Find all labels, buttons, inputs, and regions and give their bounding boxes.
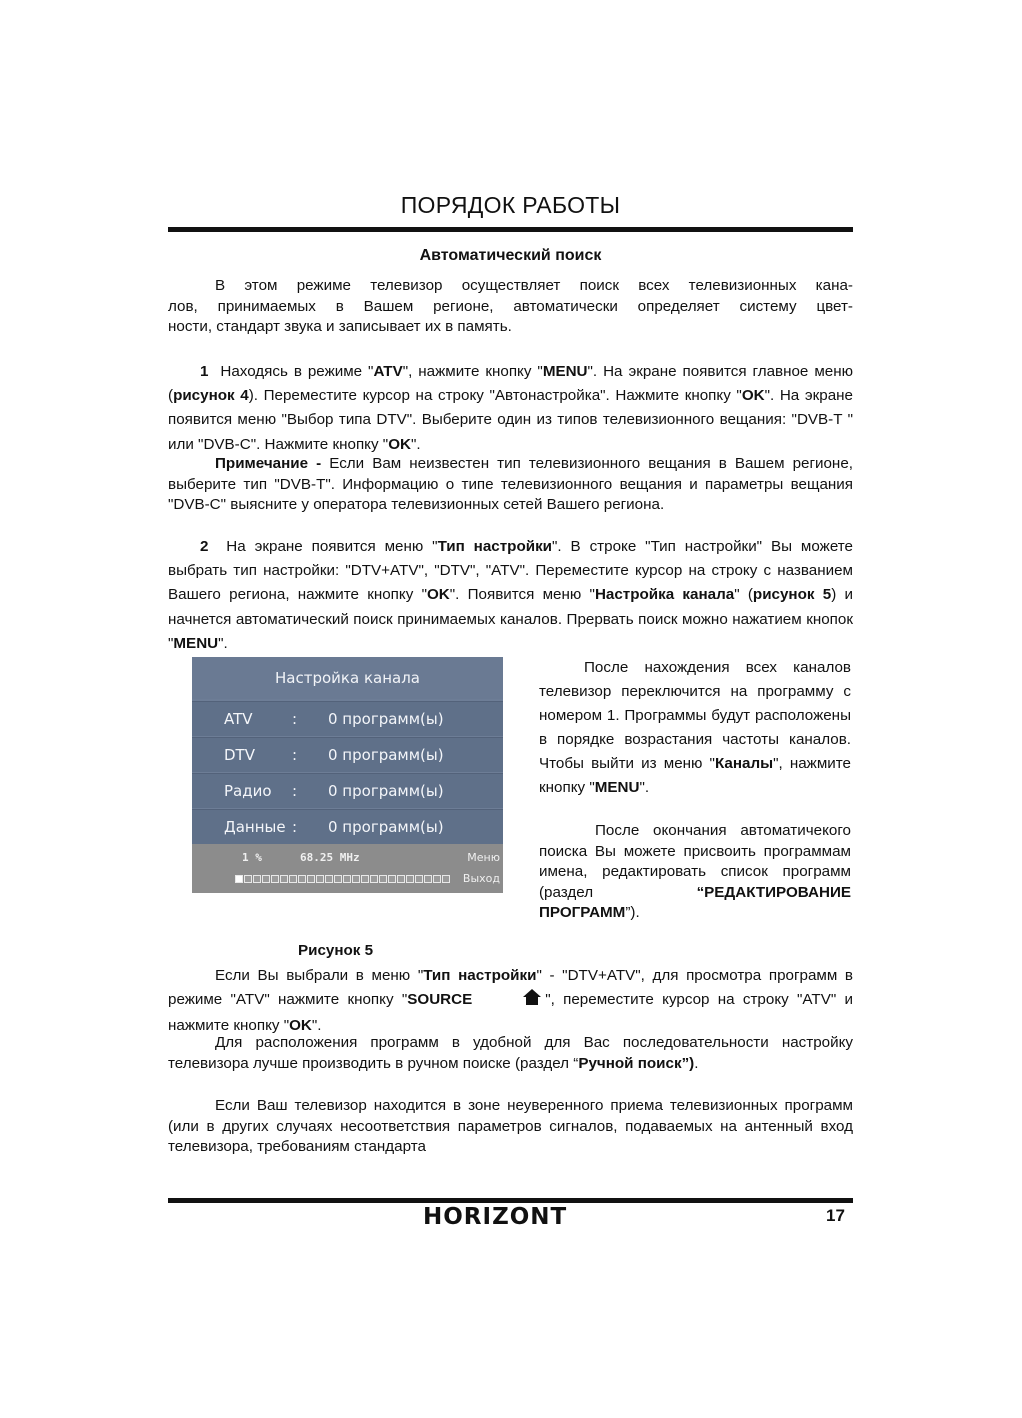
tv-row-dtv: DTV : 0 программ(ы) <box>192 737 503 772</box>
intro-line: В этом режиме телевизор осуществляет поиск всех телевизионных кана- <box>215 277 853 294</box>
tv-status-bar <box>192 844 503 893</box>
progress-segment <box>235 875 243 883</box>
progress-segment <box>433 875 441 883</box>
brand-logo: HORIZONT <box>423 1204 568 1230</box>
home-icon <box>475 988 542 1014</box>
source-paragraph: Если Вы выбрали в меню "Тип настройки" - "DTV+ATV", для просмотра программ в режиме "ATV" нажмите кнопку "SOURCE ", переместите курсор на строку "ATV" и нажмите кнопку "OK". <box>168 967 853 1035</box>
scan-progress-bar <box>235 873 451 886</box>
top-rule <box>168 227 853 232</box>
progress-segment <box>271 875 279 883</box>
tv-row-data: Данные : 0 программ(ы) <box>192 809 503 844</box>
progress-segment <box>325 875 333 883</box>
intro-line: ности, стандарт звука и записывает их в память. <box>168 318 512 335</box>
progress-segment <box>343 875 351 883</box>
section-heading: Автоматический поиск <box>419 247 602 264</box>
progress-segment <box>397 875 405 883</box>
progress-segment <box>442 875 450 883</box>
page-title: ПОРЯДОК РАБОТЫ <box>400 192 621 218</box>
progress-segment <box>388 875 396 883</box>
channel-search-screen <box>192 657 503 893</box>
progress-segment <box>406 875 414 883</box>
progress-segment <box>415 875 423 883</box>
side-paragraph-1: После нахождения всех каналов телевизор переключится на программу с номером 1. Программы будут расположены в порядке возрастания частоты каналов. Чтобы выйти из меню "Каналы", нажмите кнопку "MENU". <box>539 659 851 796</box>
step-1-paragraph: 1 Находясь в режиме "ATV", нажмите кнопку "MENU". На экране появится главное меню (рисунок 4). Переместите курсор на строку "Автонастройка". Нажмите кнопку "OK". На экране появится меню "Выбор типа DTV". Выберите один из типов телевизионного вещания: "DVB-T " или "DVB-C". Нажмите кнопку "OK". <box>168 363 853 453</box>
progress-segment <box>379 875 387 883</box>
step-2-paragraph: 2 На экране появится меню "Тип настройки". В строке "Тип настройки" Вы можете выбрать тип настройки: "DTV+ATV", "DTV", "ATV". Переместите курсор на строку с названием Вашего региона, нажмите кнопку "OK". Появится меню "Настройка канала" (рисунок 5) и начнется автоматический поиск принимаемых каналов. Прервать поиск можно нажатием кнопок "MENU". <box>168 538 853 652</box>
progress-segment <box>244 875 252 883</box>
note-paragraph: Примечание - Если Вам неизвестен тип телевизионного вещания в Вашем регионе, выберите тип "DVB-T". Информацию о типе телевизионного вещания и параметры вещания "DVB-C" выясните у оператора телевизионных сетей Вашего региона. <box>168 455 853 513</box>
progress-segment <box>280 875 288 883</box>
menu-hint: Меню <box>467 851 500 864</box>
progress-segment <box>289 875 297 883</box>
step-number: 1 <box>200 363 209 380</box>
progress-segment <box>352 875 360 883</box>
progress-segment <box>253 875 261 883</box>
exit-hint: Выход <box>462 872 500 885</box>
tv-screen-title: Настройка канала <box>192 657 503 699</box>
progress-segment <box>370 875 378 883</box>
progress-segment <box>361 875 369 883</box>
progress-segment <box>316 875 324 883</box>
step-number: 2 <box>200 538 209 555</box>
tv-row-radio: Радио : 0 программ(ы) <box>192 773 503 808</box>
scan-frequency: 68.25 MHz <box>300 851 360 864</box>
page-number: 17 <box>826 1206 845 1225</box>
weak-signal-paragraph: Если Ваш телевизор находится в зоне неуверенного приема телевизионных программ (или в других случаях несоответствия параметров сигналов, подаваемых на антенный вход телевизора, требованиям стандарта <box>168 1097 853 1155</box>
scan-percent: 1 % <box>242 851 262 864</box>
progress-segment <box>307 875 315 883</box>
note-label: Примечание - <box>215 455 322 472</box>
manual-search-paragraph: Для расположения программ в удобной для Вас последовательности настройку телевизора лучше производить в ручном поиске (раздел “Ручной поиск”). <box>168 1034 853 1072</box>
figure-caption: Рисунок 5 <box>298 942 374 959</box>
progress-segment <box>424 875 432 883</box>
intro-paragraph <box>168 276 853 338</box>
intro-line: лов, принимаемых в Вашем регионе, автоматически определяет систему цвет- <box>168 297 853 315</box>
side-paragraph-2: После окончания автоматичекого поиска Вы можете присвоить программам имена, редактировать список программ (раздел “РЕДАКТИРОВАНИЕ ПРОГРАММ”). <box>539 822 851 921</box>
progress-segment <box>334 875 342 883</box>
progress-segment <box>298 875 306 883</box>
bottom-rule <box>168 1198 853 1203</box>
progress-segment <box>262 875 270 883</box>
tv-row-atv: ATV : 0 программ(ы) <box>192 701 503 736</box>
